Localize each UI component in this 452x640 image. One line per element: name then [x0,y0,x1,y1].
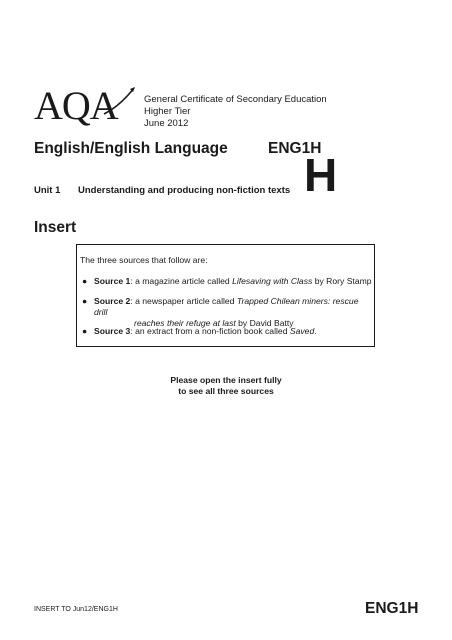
source-text: : a newspaper article called [130,296,237,306]
source-label: Source 2 [94,296,131,306]
source-author: by Rory Stamp [312,276,372,286]
logo-swoosh-icon [34,83,138,128]
footer-reference: INSERT TO Jun12/ENG1H [34,606,118,613]
source-title-line2: reaches their refuge at last [134,318,236,328]
tier-letter: H [304,149,338,201]
open-insert-note [126,375,326,397]
source-end: . [314,326,317,336]
logo-text: AQA [34,83,118,128]
bullet-icon: ● [82,296,88,306]
source-title: Saved [289,326,315,336]
bullet-icon: ● [82,276,88,286]
certificate-line-3: June 2012 [144,118,189,129]
aqa-logo [34,83,138,128]
bullet-icon: ● [82,326,88,336]
open-note-line-2: to see all three sources [178,386,274,396]
certificate-line-1: General Certificate of Secondary Education [144,94,327,105]
source-author: by David Batty [235,318,294,328]
source-label: Source 3 [94,326,131,336]
source-text: : a magazine article called [130,276,233,286]
source-text: : an extract from a non-fiction book called [130,326,290,336]
source-label: Source 1 [94,276,131,286]
source-1-item [94,276,372,287]
source-3-item [94,326,372,337]
open-note-line-1: Please open the insert fully [170,375,282,385]
certificate-line-2: Higher Tier [144,106,191,117]
paper-code: ENG1H [268,140,322,157]
sources-intro: The three sources that follow are: [80,255,208,265]
insert-heading: Insert [34,219,77,236]
source-title: Lifesaving with Class [232,276,313,286]
source-title: Trapped Chilean miners: rescue drill [94,296,359,317]
source-2-item [94,296,372,329]
unit-label: Unit 1 [34,185,61,196]
subject-title: English/English Language [34,140,228,157]
unit-title: Understanding and producing non-fiction texts [78,185,291,196]
footer-paper-code: ENG1H [365,600,419,617]
